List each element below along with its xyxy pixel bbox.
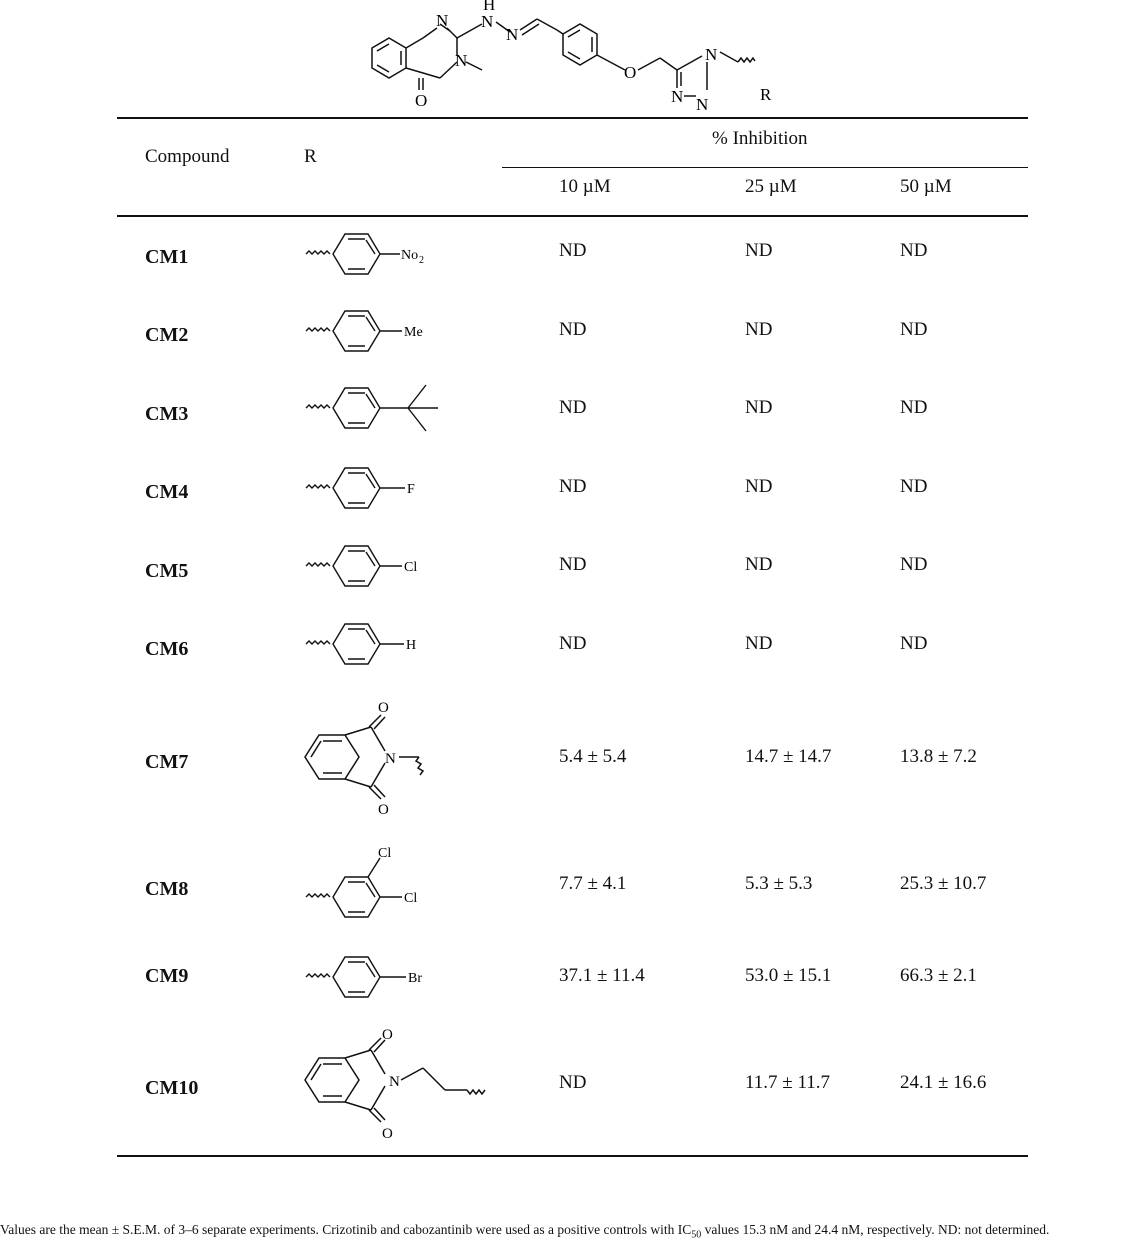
table-bottom-rule bbox=[117, 1155, 1028, 1157]
substituent-label: Cl bbox=[404, 560, 418, 575]
atom-label: O bbox=[624, 63, 637, 82]
inhibition-value: 53.0 ± 15.1 bbox=[745, 965, 832, 986]
compound-name: CM10 bbox=[145, 1077, 199, 1099]
inhibition-value: 24.1 ± 16.6 bbox=[900, 1072, 987, 1093]
r-group-structure bbox=[300, 377, 450, 439]
atom-label: R bbox=[760, 85, 772, 104]
inhibition-value: ND bbox=[745, 476, 773, 497]
atom-label: O bbox=[415, 91, 428, 110]
substituent-label: Me bbox=[404, 325, 423, 340]
inhibition-value: ND bbox=[559, 1072, 587, 1093]
inhibition-value: ND bbox=[745, 240, 773, 261]
r-group-structure bbox=[300, 537, 450, 597]
atom-label: N bbox=[385, 751, 396, 767]
inhibition-value: 25.3 ± 10.7 bbox=[900, 873, 987, 894]
atom-label: N bbox=[506, 25, 519, 44]
inhibition-value: 7.7 ± 4.1 bbox=[559, 873, 627, 894]
r-group-structure bbox=[300, 842, 450, 922]
column-header-25um: 25 µM bbox=[745, 176, 797, 197]
substituent-label: H bbox=[406, 638, 417, 653]
inhibition-value: ND bbox=[559, 319, 587, 340]
atom-label: O bbox=[378, 700, 389, 716]
r-group-structure bbox=[295, 1018, 505, 1148]
atom-label: O bbox=[382, 1027, 393, 1043]
footnote-text: Values are the mean ± S.E.M. of 3–6 separate experiments. Crizotinib and cabozantinib were used as a positive controls with IC bbox=[0, 1222, 692, 1237]
inhibition-value: 5.3 ± 5.3 bbox=[745, 873, 813, 894]
inhibition-value: ND bbox=[745, 633, 773, 654]
compound-name: CM4 bbox=[145, 481, 189, 503]
inhibition-value: 13.8 ± 7.2 bbox=[900, 746, 977, 767]
substituent-subscript: 2 bbox=[419, 255, 424, 266]
substituent-label: No bbox=[401, 248, 419, 263]
substituent-label: F bbox=[407, 482, 415, 497]
compound-name: CM8 bbox=[145, 878, 189, 900]
r-group-structure bbox=[300, 225, 450, 285]
inhibition-value: 14.7 ± 14.7 bbox=[745, 746, 832, 767]
inhibition-value: 11.7 ± 11.7 bbox=[745, 1072, 831, 1093]
r-group-structure bbox=[295, 695, 455, 825]
inhibition-value: ND bbox=[900, 240, 928, 261]
atom-label: N bbox=[436, 11, 449, 30]
column-header-compound: Compound bbox=[145, 146, 230, 167]
header-bottom-rule bbox=[117, 215, 1028, 217]
scaffold-structure bbox=[360, 0, 800, 115]
substituent-label: Br bbox=[408, 971, 422, 986]
atom-label: O bbox=[382, 1126, 393, 1142]
inhibition-value: 37.1 ± 11.4 bbox=[559, 965, 645, 986]
compound-name: CM2 bbox=[145, 324, 189, 346]
column-header-inhibition: % Inhibition bbox=[712, 128, 808, 149]
inhibition-value: ND bbox=[559, 476, 587, 497]
inhibition-value: ND bbox=[900, 633, 928, 654]
inhibition-value: ND bbox=[900, 554, 928, 575]
column-header-50um: 50 µM bbox=[900, 176, 952, 197]
inhibition-value: ND bbox=[900, 319, 928, 340]
footnote-subscript: 50 bbox=[691, 1229, 702, 1241]
inhibition-value: ND bbox=[745, 554, 773, 575]
compound-name: CM5 bbox=[145, 560, 189, 582]
atom-label: N bbox=[705, 45, 718, 64]
inhibition-value: ND bbox=[745, 319, 773, 340]
substituent-label: Cl bbox=[404, 891, 418, 906]
inhibition-value: 66.3 ± 2.1 bbox=[900, 965, 977, 986]
inhibition-value: ND bbox=[559, 240, 587, 261]
footnote-text: values 15.3 nM and 24.4 nM, respectively. ND: not determined. bbox=[701, 1222, 1050, 1237]
compound-name: CM9 bbox=[145, 965, 189, 987]
atom-label: H bbox=[483, 0, 496, 14]
compound-name: CM1 bbox=[145, 246, 189, 268]
substituent-label: Cl bbox=[378, 846, 392, 861]
atom-label: O bbox=[378, 802, 389, 818]
inhibition-value: ND bbox=[900, 397, 928, 418]
table-top-rule bbox=[117, 117, 1028, 119]
inhibition-value: ND bbox=[559, 554, 587, 575]
inhibition-value: ND bbox=[559, 397, 587, 418]
inhibition-value: ND bbox=[559, 633, 587, 654]
r-group-structure bbox=[300, 302, 450, 362]
r-group-structure bbox=[300, 615, 450, 675]
inhibition-value: ND bbox=[745, 397, 773, 418]
inhibition-value: ND bbox=[900, 476, 928, 497]
inhibition-value: 5.4 ± 5.4 bbox=[559, 746, 627, 767]
compound-name: CM7 bbox=[145, 751, 189, 773]
column-header-10um: 10 µM bbox=[559, 176, 611, 197]
r-group-structure bbox=[300, 459, 450, 519]
inhibition-span-rule bbox=[502, 167, 1028, 168]
compound-name: CM6 bbox=[145, 638, 189, 660]
column-header-r: R bbox=[304, 146, 317, 167]
compound-name: CM3 bbox=[145, 403, 189, 425]
atom-label: N bbox=[481, 12, 494, 31]
atom-label: N bbox=[671, 87, 684, 106]
table-footnote bbox=[0, 1222, 1049, 1241]
atom-label: N bbox=[389, 1074, 400, 1090]
atom-label: N bbox=[455, 51, 468, 70]
atom-label: N bbox=[696, 95, 709, 114]
r-group-structure bbox=[300, 948, 450, 1008]
